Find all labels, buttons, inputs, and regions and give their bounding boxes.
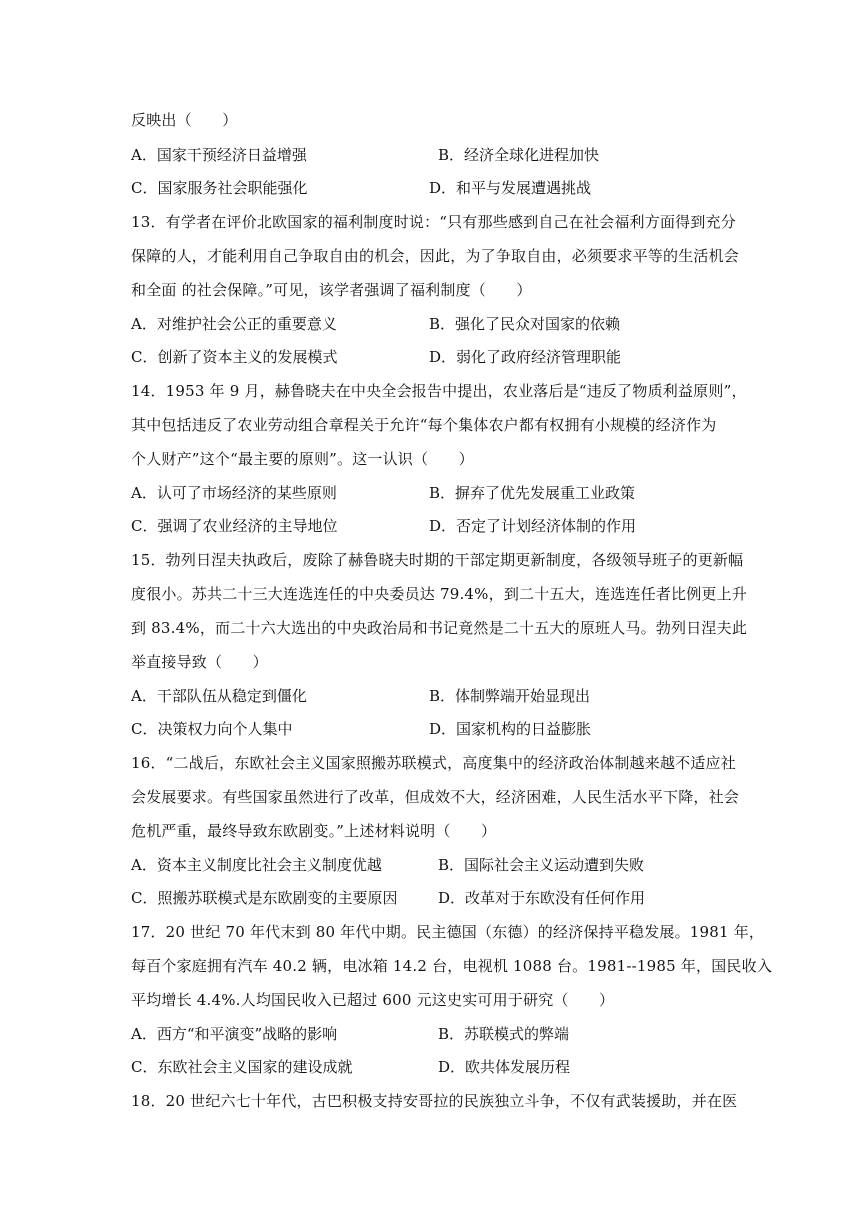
- q12-option-d: D．和平与发展遭遇挑战: [429, 179, 592, 197]
- q12-option-b: B．经济全球化进程加快: [438, 146, 600, 164]
- q13-stem-line: 和全面 的社会保障。”可见，该学者强调了福利制度（ ）: [131, 281, 532, 299]
- q15-stem-line: 度很小。苏共二十三大连选连任的中央委员达 79.4%，到二十五大，连选连任者比例更上升: [131, 585, 748, 603]
- q16-option-a: A．资本主义制度比社会主义制度优越: [131, 856, 382, 874]
- q14-option-a: A．认可了市场经济的某些原则: [131, 484, 337, 502]
- q17-option-d: D．欧共体发展历程: [438, 1058, 571, 1076]
- q16-stem-line: 16．“二战后，东欧社会主义国家照搬苏联模式，高度集中的经济政治体制越来越不适应社: [131, 754, 736, 772]
- q17-option-b: B．苏联模式的弊端: [438, 1025, 570, 1043]
- q14-stem-line: 个人财产”这个“最主要的原则”。这一认识（ ）: [131, 450, 474, 468]
- q16-option-c: C．照搬苏联模式是东欧剧变的主要原因: [131, 889, 398, 907]
- q17-option-a: A．西方“和平演变”战略的影响: [131, 1025, 338, 1043]
- q13-option-d: D．弱化了政府经济管理职能: [429, 348, 622, 366]
- q12-stem: 反映出（ ）: [131, 111, 238, 129]
- q13-stem-line: 13．有学者在评价北欧国家的福利制度时说：“只有那些感到自己在社会福利方面得到充分: [131, 213, 736, 231]
- q18-stem-line: 18．20 世纪六七十年代，古巴积极支持安哥拉的民族独立斗争，不仅有武装援助，并在医: [131, 1092, 738, 1110]
- q15-option-c: C．决策权力向个人集中: [131, 720, 293, 738]
- q15-stem-line: 举直接导致（ ）: [131, 653, 268, 671]
- q17-stem-line: 17．20 世纪 70 年代末到 80 年代中期。民主德国（东德）的经济保持平稳发展。1981 年，: [131, 923, 765, 941]
- q14-option-c: C．强调了农业经济的主导地位: [131, 517, 338, 535]
- q14-option-b: B．摒弃了优先发展重工业政策: [429, 484, 636, 502]
- q14-option-d: D．否定了计划经济体制的作用: [429, 517, 637, 535]
- q13-option-b: B．强化了民众对国家的依赖: [429, 315, 621, 333]
- q17-stem-line: 平均增长 4.4%.人均国民收入已超过 600 元这史实可用于研究（ ）: [131, 991, 615, 1009]
- q15-option-a: A．干部队伍从稳定到僵化: [131, 687, 307, 705]
- q12-option-c: C．国家服务社会职能强化: [131, 179, 308, 197]
- q14-stem-line: 其中包括违反了农业劳动组合章程关于允许“每个集体农户都有权拥有小规模的经济作为: [131, 416, 717, 434]
- q15-stem-line: 15．勃列日涅夫执政后，废除了赫鲁晓夫时期的干部定期更新制度，各级领导班子的更新幅: [131, 551, 744, 569]
- q13-option-a: A．对维护社会公正的重要意义: [131, 315, 337, 333]
- q17-option-c: C．东欧社会主义国家的建设成就: [131, 1058, 353, 1076]
- q15-option-d: D．国家机构的日益膨胀: [429, 720, 592, 738]
- q16-option-b: B．国际社会主义运动遭到失败: [438, 856, 645, 874]
- q13-stem-line: 保障的人，才能利用自己争取自由的机会，因此，为了争取自由，必须要求平等的生活机会: [131, 247, 740, 265]
- q16-option-d: D．改革对于东欧没有任何作用: [438, 889, 646, 907]
- q17-stem-line: 每百个家庭拥有汽车 40.2 辆，电冰箱 14.2 台，电视机 1088 台。1981--1985 年，国民收入: [131, 957, 773, 975]
- q15-option-b: B．体制弊端开始显现出: [429, 687, 591, 705]
- q15-stem-line: 到 83.4%，而二十六大选出的中央政治局和书记竟然是二十五大的原班人马。勃列日涅夫此: [131, 619, 748, 637]
- q14-stem-line: 14．1953 年 9 月，赫鲁晓夫在中央全会报告中提出，农业落后是“违反了物质利益原则”，: [131, 382, 747, 400]
- q16-stem-line: 危机严重，最终导致东欧剧变。”上述材料说明（ ）: [131, 822, 497, 840]
- q13-option-c: C．创新了资本主义的发展模式: [131, 348, 338, 366]
- q16-stem-line: 会发展要求。有些国家虽然进行了改革，但成效不大，经济困难，人民生活水平下降，社会: [131, 788, 740, 806]
- q12-option-a: A．国家干预经济日益增强: [131, 146, 307, 164]
